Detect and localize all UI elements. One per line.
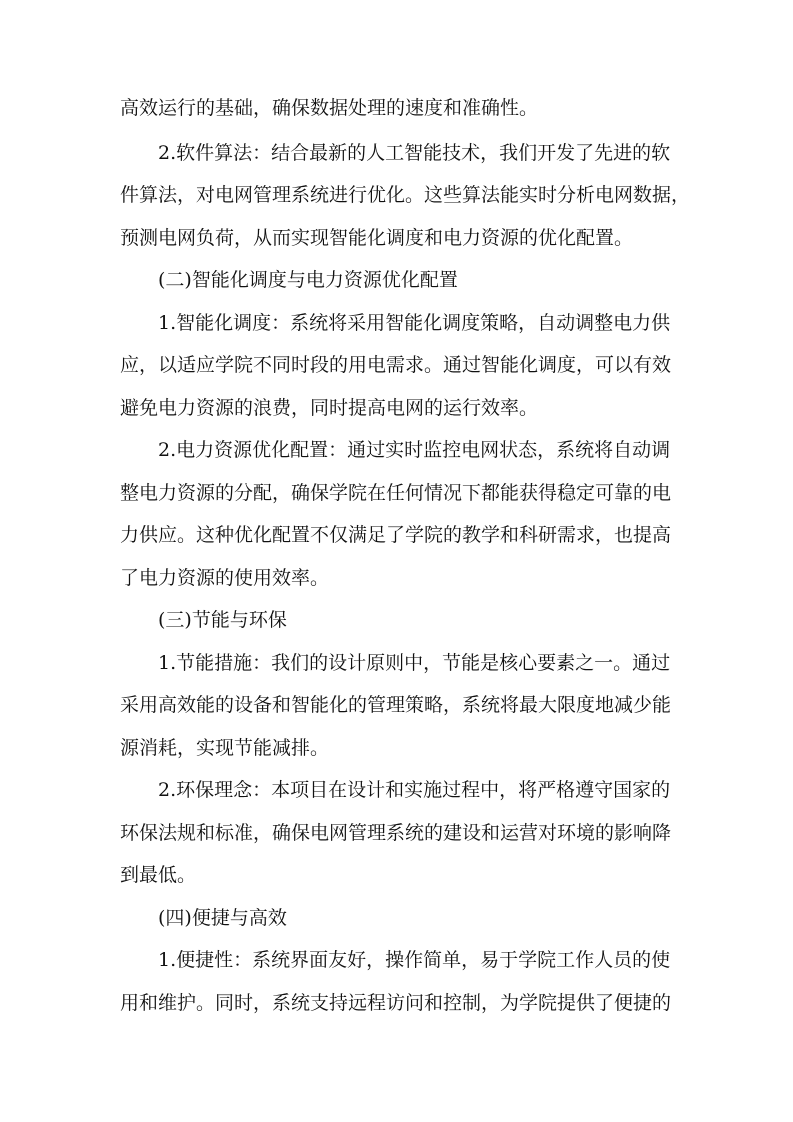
text-line: 预测电网负荷，从而实现智能化调度和电力资源的优化配置。 [120, 227, 634, 249]
text-line: 件算法，对电网管理系统进行优化。这些算法能实时分析电网数据， [120, 184, 691, 206]
text-line: 到最低。 [120, 864, 197, 886]
text-line: 用和维护。同时，系统支持远程访问和控制，为学院提供了便捷的 [120, 992, 672, 1014]
text-line: 了电力资源的使用效率。 [120, 567, 330, 589]
text-line: 应，以适应学院不同时段的用电需求。通过智能化调度，可以有效 [120, 354, 672, 376]
text-line: 2.软件算法：结合最新的人工智能技术，我们开发了先进的软 [158, 142, 671, 164]
text-line: 环保法规和标准，确保电网管理系统的建设和运营对环境的影响降 [120, 822, 672, 844]
text-line: 采用高效能的设备和智能化的管理策略，系统将最大限度地减少能 [120, 694, 672, 716]
text-line: 1.便捷性：系统界面友好，操作简单，易于学院工作人员的使 [158, 949, 671, 971]
text-line: 力供应。这种优化配置不仅满足了学院的教学和科研需求，也提高 [120, 524, 672, 546]
text-line: 源消耗，实现节能减排。 [120, 737, 330, 759]
text-line: 整电力资源的分配，确保学院在任何情况下都能获得稳定可靠的电 [120, 482, 672, 504]
section-heading: (二)智能化调度与电力资源优化配置 [158, 269, 458, 291]
text-line: 避免电力资源的浪费，同时提高电网的运行效率。 [120, 397, 539, 419]
text-line: 高效运行的基础，确保数据处理的速度和准确性。 [120, 97, 539, 119]
text-line: 2.电力资源优化配置：通过实时监控电网状态，系统将自动调 [158, 439, 671, 461]
text-line: 2.环保理念：本项目在设计和实施过程中，将严格遵守国家的 [158, 779, 671, 801]
section-heading: (三)节能与环保 [158, 609, 287, 631]
text-line: 1.节能措施：我们的设计原则中，节能是核心要素之一。通过 [158, 652, 671, 674]
text-line: 1.智能化调度：系统将采用智能化调度策略，自动调整电力供 [158, 312, 671, 334]
section-heading: (四)便捷与高效 [158, 907, 287, 929]
